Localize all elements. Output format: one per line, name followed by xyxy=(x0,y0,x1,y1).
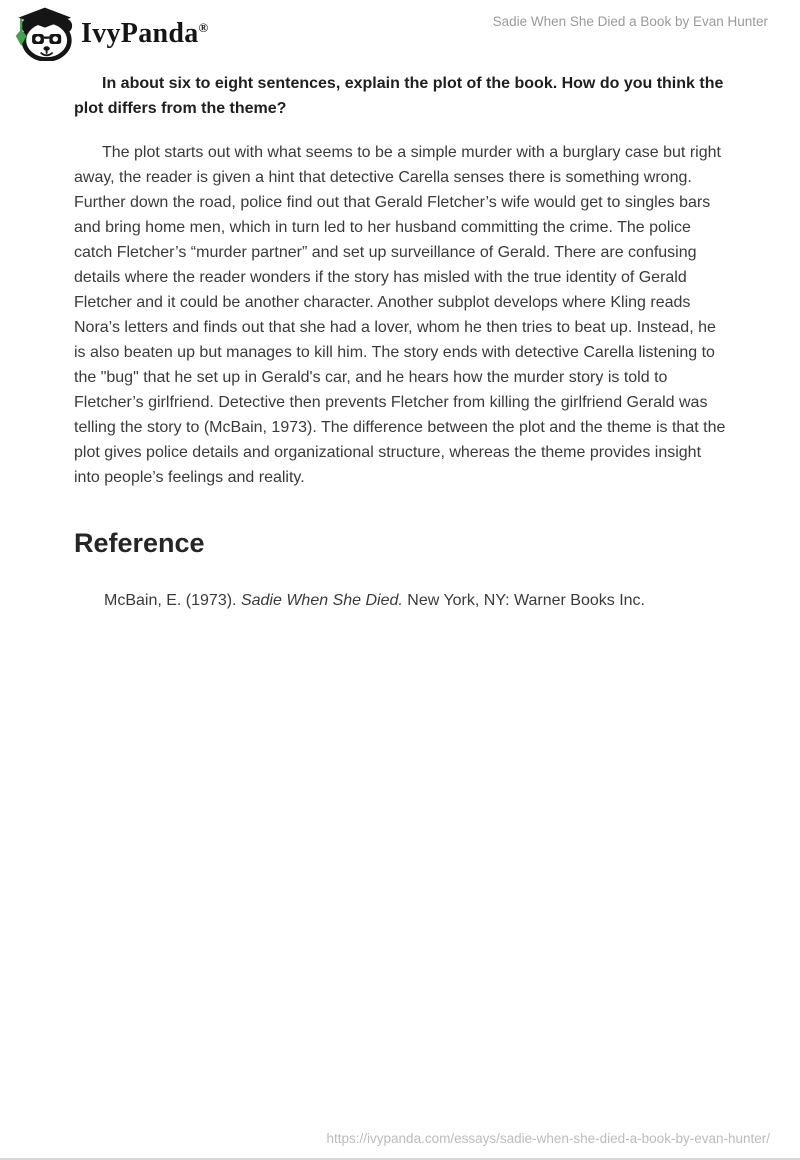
reference-heading: Reference xyxy=(74,528,205,558)
logo-name: IvyPanda xyxy=(81,18,199,49)
essay-question: In about six to eight sentences, explain the plot of the book. How do you think the plot differs from the theme? xyxy=(74,75,724,117)
essay-body-paragraph: The plot starts out with what seems to be a simple murder with a burglary case but right away, the reader is given a hint that detective Carella senses there is something wrong. Further down the road, police find out that Gerald Fletcher’s wife would get to singles bars and bring home men, which in turn led to her husband committing the crime. The police catch Fletcher’s “murder partner” and set up surveillance of Gerald. There are confusing details where the reader wonders if the story has misled with the true identity of Gerald Fletcher and it could be another character. Another subplot develops where Kling reads Nora’s letters and finds out that she had a lover, whom he then tries to beat up. Instead, he is also beaten up but manages to kill him. The story ends with detective Carella listening to the "bug" that he set up in Gerald's car, and he hears how the murder story is told to Fletcher’s girlfriend. Detective then prevents Fletcher from killing the girlfriend Gerald was telling the story to (McBain, 1973). The difference between the plot and the theme is that the plot gives police details and organizational structure, whereas the theme provides insight into people’s feelings and reality. xyxy=(74,144,726,486)
logo-wordmark xyxy=(81,18,209,50)
ivypanda-panda-logo-icon xyxy=(13,7,73,61)
document-title: Sadie When She Died a Book by Evan Hunter xyxy=(492,14,768,29)
citation-book-title: Sadie When She Died. xyxy=(240,592,403,609)
citation-author-year: McBain, E. (1973). xyxy=(104,592,241,609)
registered-trademark-symbol: ® xyxy=(198,20,209,35)
header xyxy=(13,7,209,61)
reference-citation xyxy=(74,588,726,613)
citation-publisher: New York, NY: Warner Books Inc. xyxy=(402,592,645,609)
source-url-link[interactable]: https://ivypanda.com/essays/sadie-when-she-died-a-book-by-evan-hunter/ xyxy=(326,1131,770,1146)
